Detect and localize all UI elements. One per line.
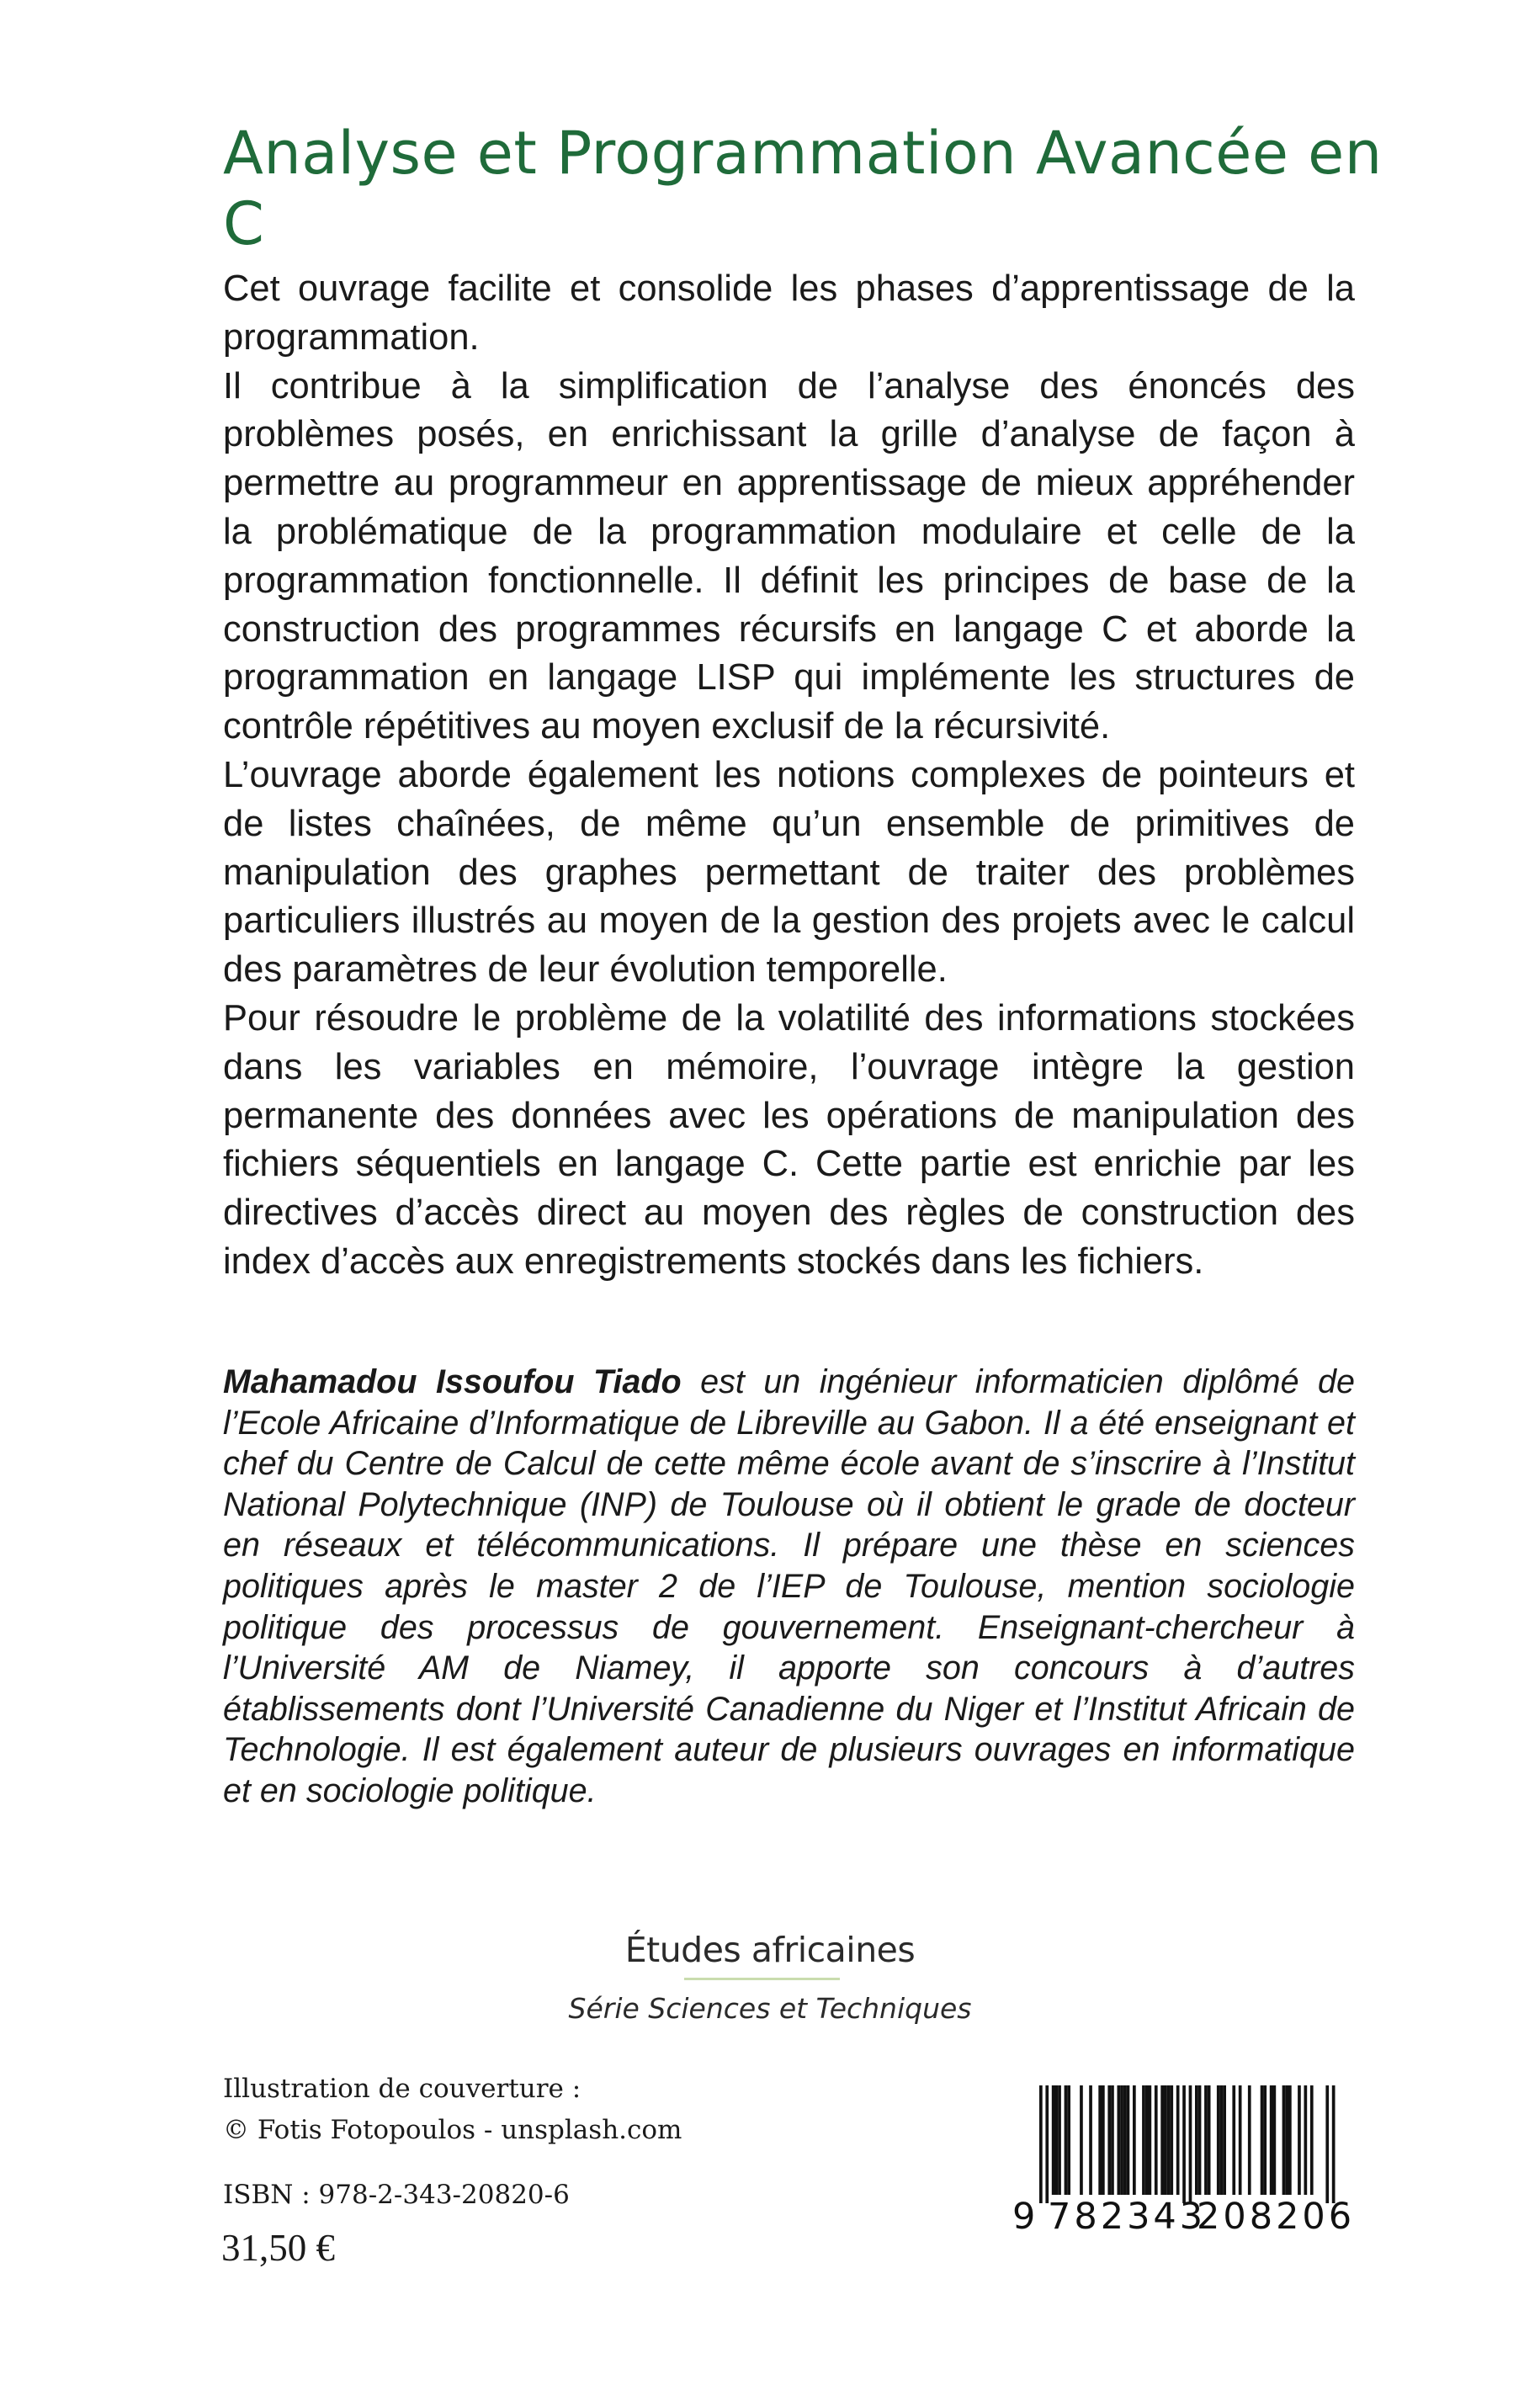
barcode-first-digit: 9 [1012,2196,1036,2238]
barcode-bar [1080,2085,1083,2195]
book-price: 31,50 € [221,2227,335,2269]
barcode-bar [1298,2085,1301,2195]
book-title: Analyse et Programmation Avancée en C [223,119,1383,258]
collection-divider [684,1978,840,1980]
barcode-bar [1261,2085,1264,2195]
barcode-bar [1263,2085,1267,2195]
barcode-bar [1273,2085,1277,2195]
barcode-bar [1198,2085,1202,2195]
barcode-right-group: 208206 [1197,2196,1356,2238]
barcode-bar [1164,2085,1167,2195]
barcode-bar [1239,2085,1242,2195]
description-paragraph-2: Il contribue à la simplification de l’analyse des énoncés des problèmes posés, en enrichissant la grille d’analyse de façon à permettre au programmeur en apprentissage de mieux appréhender la problématique de la programmation modulaire et celle de la programmation fonctionnelle. Il définit les principes de base de la construction des programmes récursifs en langage C et aborde la programmation en langage LISP qui implémente les structures de contrôle répétitives au moyen exclusif de la récursivité. [223,365,1355,747]
barcode-bar [1142,2085,1145,2195]
barcode-bar [1120,2085,1123,2195]
barcode-bar [1102,2085,1105,2195]
barcode-bar [1052,2085,1055,2195]
barcode-bar [1145,2085,1149,2195]
barcode-bar [1123,2085,1127,2195]
barcode-bar [1325,2085,1329,2203]
barcode-bar [1058,2085,1061,2195]
barcode-bar [1065,2085,1068,2195]
barcode-bar [1270,2085,1273,2195]
barcode-bar [1204,2085,1208,2195]
barcode-bar [1304,2085,1308,2195]
barcode-bar [1167,2085,1171,2195]
barcode-bar [1098,2085,1102,2195]
barcode-bar [1133,2085,1136,2195]
barcode-bar [1232,2085,1235,2195]
barcode-bar [1067,2085,1070,2195]
barcode-bars [1014,2085,1351,2203]
description-paragraph-4: Pour résoudre le problème de la volatilité des informations stockées dans les variables en mémoire, l’ouvrage intègre la gestion permanente des données avec les opérations de manipulation des fichiers séquentiels en langage C. Cette partie est enrichie par les directives d’accès direct au moyen des règles de construction des index d’accès aux enregistrements stockés dans les fichiers. [223,997,1355,1282]
barcode-bar [1107,2085,1111,2195]
author-biography [223,1362,1355,1812]
barcode-bar [1332,2085,1336,2203]
collection-series: Série Sciences et Techniques [568,1992,972,2026]
author-name: Mahamadou Issoufou Tiado [223,1363,682,1400]
barcode-bar [1176,2085,1180,2195]
barcode-bar [1055,2085,1059,2195]
barcode-left-group: 782343 [1048,2196,1207,2238]
barcode-bar [1127,2085,1130,2195]
cover-credit [223,2069,682,2151]
barcode-bar [1248,2085,1251,2195]
book-description [223,265,1355,1287]
barcode-bar [1170,2085,1173,2195]
author-bio-paragraph [223,1362,1355,1812]
barcode-bar [1217,2085,1220,2195]
barcode-bar [1288,2085,1292,2195]
barcode-bar [1149,2085,1152,2195]
barcode-bar [1195,2085,1198,2195]
cover-credit-source: © Fotis Fotopoulos - unsplash.com [223,2115,682,2145]
description-paragraph-1: Cet ouvrage facilite et consolide les phases d’apprentissage de la programmation. [223,268,1355,358]
barcode-bar [1155,2085,1158,2195]
isbn-number: ISBN : 978-2-343-20820-6 [223,2180,570,2210]
cover-credit-label: Illustration de couverture : [223,2074,581,2104]
collection-block [0,1930,1540,2026]
barcode-bar [1039,2085,1043,2203]
barcode-bar [1089,2085,1092,2195]
barcode [1012,2085,1356,2266]
barcode-bar [1189,2085,1192,2203]
author-bio-text: est un ingénieur informaticien diplômé de l’Ecole Africaine d’Informatique de Libreville au Gabon. Il a été enseignant et chef du Centre de Calcul de cette même école avant de s’inscrire à l’Institut National Polytechnique (INP) de Toulouse où il obtient le grade de docteur en réseaux et télécommunications. Il prépare une thèse en sciences politiques après le master 2 de l’IEP de Toulouse, mention sociologie politique des processus de gouvernement. Enseignant-chercheur à l’Université AM de Niamey, il apporte son concours à d’autres établissements dont l’Université Canadienne du Niger et l’Institut Africain de Technologie. Il est également auteur de plusieurs ouvrages en informatique et en sociologie politique. [223,1363,1355,1809]
barcode-bar [1282,2085,1286,2195]
barcode-bar [1223,2085,1226,2195]
description-paragraph-3: L’ouvrage aborde également les notions complexes de pointeurs et de listes chaînées, de même qu’un ensemble de primitives de manipulation des graphes permettant de traiter des problèmes particuliers illustrés au moyen de la gestion des projets avec le calcul des paramètres de leur évolution temporelle. [223,754,1355,991]
barcode-bar [1310,2085,1314,2195]
barcode-bar [1160,2085,1164,2195]
collection-name: Études africaines [624,1930,916,1970]
barcode-bar [1220,2085,1224,2195]
barcode-bar [1111,2085,1114,2195]
barcode-bar [1045,2085,1049,2203]
barcode-bar [1118,2085,1121,2195]
barcode-bar [1208,2085,1211,2195]
barcode-bar [1285,2085,1288,2195]
barcode-bar [1182,2085,1186,2203]
